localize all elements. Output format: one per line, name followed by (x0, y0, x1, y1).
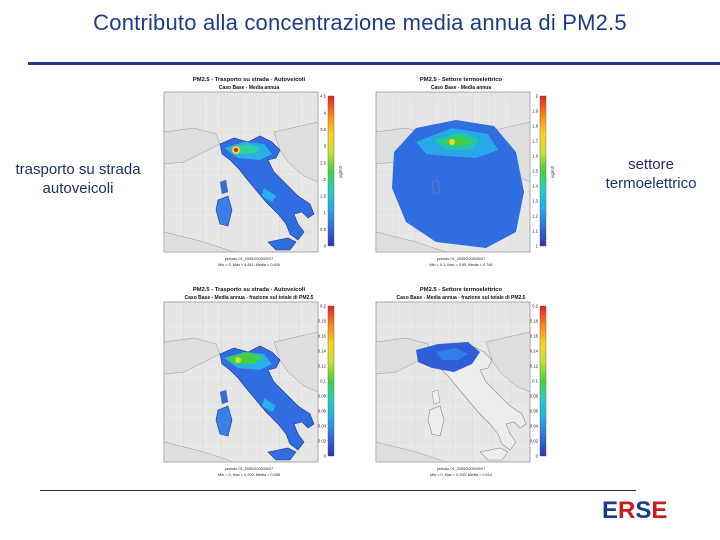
color-scale-tick: 0.18 (317, 318, 326, 324)
map-panel-road-absolute (150, 72, 348, 268)
panel-title: PM2.5 - Trasporto su strada - Autoveicoli (192, 77, 306, 83)
right-row-label: settore termoelettrico (605, 156, 697, 192)
color-scale-tick: 0 (323, 243, 326, 249)
color-scale-tick: 0.18 (529, 318, 538, 324)
color-scale-tick: 0.04 (317, 423, 326, 429)
color-scale-tick: 1.5 (532, 168, 538, 174)
panel-footer-period: periodo 01_2005/2005/09/07 (436, 467, 486, 471)
logo-letter: E (651, 497, 668, 524)
logo-letter: S (635, 497, 652, 524)
color-scale-tick: 1.7 (532, 138, 538, 144)
panel-footer-period: periodo 01_2005/2005/09/07 (224, 257, 274, 261)
map-plot (376, 302, 530, 462)
color-scale-tick: 0.04 (529, 423, 538, 429)
color-scale-tick: 1.3 (532, 198, 538, 204)
logo-letter: E (602, 497, 619, 524)
color-scale-tick: 0.5 (320, 226, 326, 232)
color-scale-tick: 3 (323, 143, 326, 149)
panel-subtitle: Caso Base - Media annua - frazione sul totale di PM2.5 (396, 295, 526, 301)
color-scale-tick: 0.16 (317, 333, 326, 339)
color-scale-tick: 1 (535, 243, 538, 249)
color-scale-tick: 1.1 (532, 228, 538, 234)
color-scale-bar (328, 96, 334, 246)
logo-letter: R (618, 497, 636, 524)
map-plot (164, 302, 318, 462)
color-scale-tick: 0.12 (317, 363, 326, 369)
color-scale-bar (540, 306, 546, 456)
color-scale-tick: 0 (535, 453, 538, 459)
color-scale-tick: 2 (535, 93, 538, 99)
color-scale-tick: 0.2 (532, 303, 538, 309)
color-scale-tick: 1.4 (532, 183, 538, 189)
color-scale-tick: 1.6 (532, 153, 538, 159)
map-panel-thermo-fraction (362, 282, 560, 478)
panel-footer-stats: Min = 0, Max = 0.200, Media = 0.014 (430, 473, 492, 477)
color-scale-tick: 0.02 (529, 438, 538, 444)
color-scale-tick: 1 (323, 210, 326, 216)
color-scale-tick: 1.8 (532, 123, 538, 129)
map-panel-thermo-absolute (362, 72, 560, 268)
map-plot (164, 92, 318, 252)
color-scale-tick: 2.5 (320, 160, 326, 166)
panel-title: PM2.5 - Settore termoelettrico (419, 77, 503, 83)
panel-subtitle: Caso Base - Media annua - frazione sul totale di PM2.5 (184, 295, 314, 301)
panel-subtitle: Caso Base - Media annua (218, 85, 280, 91)
color-scale-tick: 0.14 (317, 348, 326, 354)
color-scale-tick: 0.14 (529, 348, 538, 354)
color-scale-tick: 0.2 (320, 303, 326, 309)
color-scale-tick: 0.06 (529, 408, 538, 414)
map-plot (376, 92, 530, 252)
color-scale-bar (328, 306, 334, 456)
color-scale-unit: ug/m3 (550, 166, 555, 178)
panel-footer-period: periodo 01_2005/2005/09/07 (224, 467, 274, 471)
color-scale-tick: 0.08 (529, 393, 538, 399)
color-scale-tick: 0.1 (320, 378, 326, 384)
color-scale-tick: 0.16 (529, 333, 538, 339)
color-scale-tick: 0 (323, 453, 326, 459)
color-scale-unit: ug/m3 (338, 166, 343, 178)
footer-rule (40, 490, 636, 491)
map-panel-road-fraction (150, 282, 348, 478)
left-row-label: trasporto su strada autoveicoli (15, 161, 141, 197)
panel-footer-period: periodo 01_2005/2005/09/07 (436, 257, 486, 261)
slide-title: Contributo alla concentrazione media annua di PM2.5 (93, 10, 627, 35)
erse-logo (602, 497, 680, 523)
panel-footer-stats: Min = 0, Max = 0.200, Media = 0.066 (218, 473, 280, 477)
color-scale-tick: 0.02 (317, 438, 326, 444)
color-scale-tick: 0.12 (529, 363, 538, 369)
color-scale-tick: 4 (323, 110, 326, 116)
color-scale-tick: 0.06 (317, 408, 326, 414)
color-scale-tick: 1.5 (320, 193, 326, 199)
panel-title: PM2.5 - Trasporto su strada - Autoveicoli (192, 287, 306, 293)
color-scale-tick: 1.9 (532, 108, 538, 114)
panel-subtitle: Caso Base - Media annua (430, 85, 492, 91)
panel-footer-stats: Min = 0.1, Max = 0.95, Media = 0.746 (429, 263, 493, 267)
color-scale-tick: 4.5 (320, 93, 326, 99)
color-scale-tick: 0.1 (532, 378, 538, 384)
color-scale-tick: 0.08 (317, 393, 326, 399)
color-scale-bar (540, 96, 546, 246)
title-underline (28, 62, 720, 65)
color-scale-tick: 1.2 (532, 213, 538, 219)
color-scale-tick: 2 (323, 176, 326, 182)
panel-title: PM2.5 - Settore termoelettrico (419, 287, 503, 293)
color-scale-tick: 3.5 (320, 126, 326, 132)
panel-footer-stats: Min = 0, Max = 4.811, Media = 0.405 (218, 263, 280, 267)
